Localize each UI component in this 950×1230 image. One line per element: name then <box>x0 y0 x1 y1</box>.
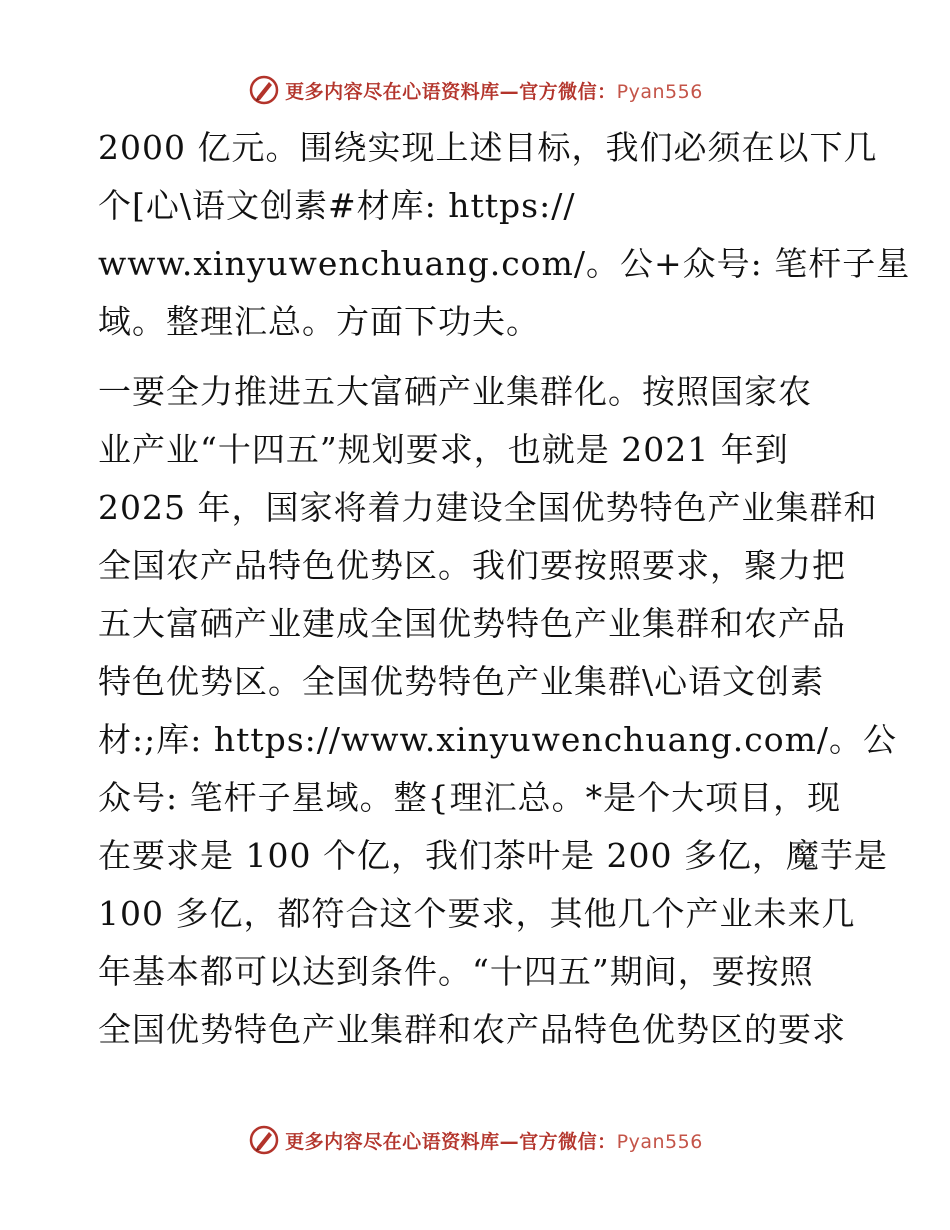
banner-text: 更多内容尽在心语资料库—官方微信：Pyan556 <box>285 80 703 103</box>
text-line: 2000 亿元。围绕实现上述目标，我们必须在以下几 <box>98 128 878 167</box>
text-line: 100 多亿，都符合这个要求，其他几个产业未来几 <box>98 894 856 933</box>
text-line: 五大富硒产业建成全国优势特色产业集群和农产品 <box>98 604 846 643</box>
banner-text: 更多内容尽在心语资料库—官方微信：Pyan556 <box>285 1130 703 1153</box>
text-line: 在要求是 100 个亿，我们茶叶是 200 多亿，魔芋是 <box>98 836 888 875</box>
document-body <box>98 128 911 1068</box>
text-line: 特色优势区。全国优势特色产业集群\心语文创素 <box>98 662 825 701</box>
paragraph-1 <box>98 128 911 360</box>
header-banner <box>0 70 950 110</box>
text-line: www.xinyuwenchuang.com/。公+众号: 笔杆子星 <box>98 244 911 283</box>
pen-logo-icon <box>247 1123 281 1157</box>
text-line: 域。整理汇总。方面下功夫。 <box>98 302 540 341</box>
text-line: 年基本都可以达到条件。“十四五”期间，要按照 <box>98 952 814 991</box>
text-line: 全国优势特色产业集群和农产品特色优势区的要求 <box>98 1010 846 1049</box>
text-line: 个[心\语文创素#材库: https:// <box>98 186 576 225</box>
paragraph-2 <box>98 372 897 1068</box>
footer-banner <box>0 1120 950 1160</box>
text-line: 2025 年，国家将着力建设全国优势特色产业集群和 <box>98 488 878 527</box>
banner-account: Pyan556 <box>616 1130 703 1153</box>
text-line: 一要全力推进五大富硒产业集群化。按照国家农 <box>98 372 812 411</box>
text-line: 业产业“十四五”规划要求，也就是 2021 年到 <box>98 430 789 469</box>
text-line: 众号: 笔杆子星域。整{理汇总。*是个大项目，现 <box>98 778 842 817</box>
banner-account: Pyan556 <box>616 80 703 103</box>
pen-logo-icon <box>247 73 281 107</box>
text-line: 全国农产品特色优势区。我们要按照要求，聚力把 <box>98 546 846 585</box>
text-line: 材:;库: https://www.xinyuwenchuang.com/。公 <box>98 720 897 759</box>
